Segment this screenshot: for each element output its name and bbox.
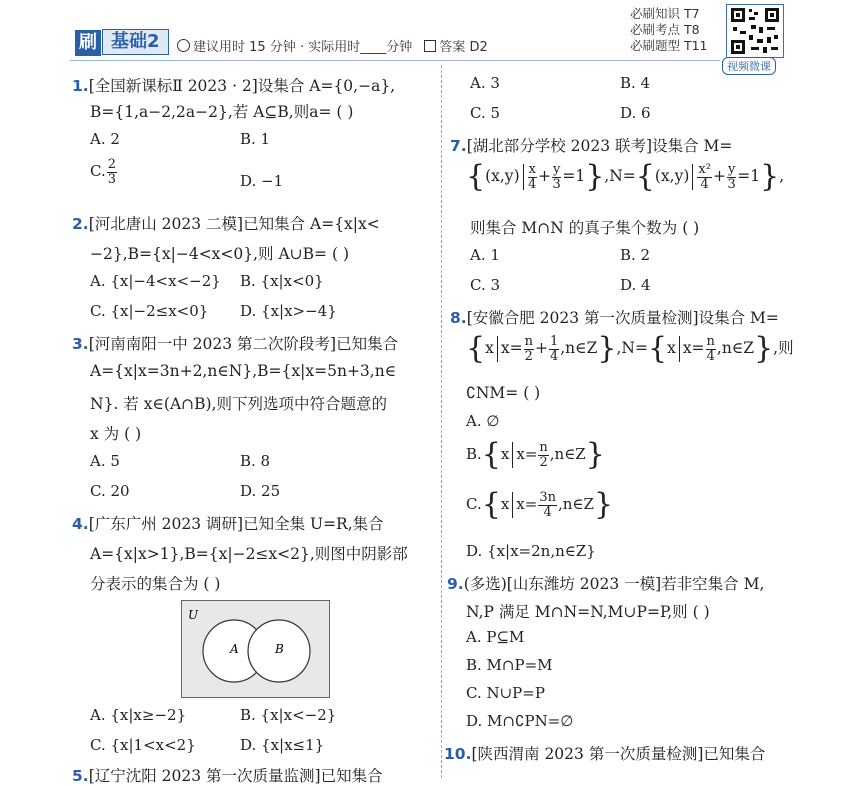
question-number: 10. xyxy=(444,745,472,763)
set-b-label: B xyxy=(275,642,284,656)
option[interactable]: A. ∅ xyxy=(466,412,500,430)
option[interactable]: B. 2 xyxy=(620,246,651,264)
question-3-line: x 为 ( ) xyxy=(90,425,142,443)
option[interactable]: B. {x|x<0} xyxy=(240,272,324,290)
question-3-line: A={x|x=3n+2,n∈N},B={x|x=5n+3,n∈ xyxy=(90,362,397,380)
option[interactable]: C. 20 xyxy=(90,482,130,500)
question-8-line: ∁NM= ( ) xyxy=(466,384,541,402)
question-number: 7. xyxy=(450,137,467,155)
option[interactable]: A. 5 xyxy=(90,452,120,470)
option[interactable]: A. 3 xyxy=(470,74,500,92)
option[interactable]: D. {x|x>−4} xyxy=(240,302,337,320)
video-label[interactable]: 视频微课 xyxy=(722,57,776,75)
question-7-line: 则集合 M∩N 的真子集个数为 ( ) xyxy=(470,219,700,237)
question-2-line: 2.[河北唐山 2023 二模]已知集合 A={x|x< xyxy=(72,215,380,233)
option[interactable]: B. 4 xyxy=(620,74,651,92)
question-2-line: −2},B={x|−4<x<0},则 A∪B= ( ) xyxy=(90,245,349,263)
question-4-line: 分表示的集合为 ( ) xyxy=(90,575,221,593)
option[interactable]: C. N∪P=P xyxy=(466,684,545,702)
option[interactable]: C. {x|−2≤x<0} xyxy=(90,302,209,320)
venn-diagram xyxy=(181,600,330,698)
question-4-line: A={x|x>1},B={x|−2≤x<2},则图中阴影部 xyxy=(90,545,408,563)
question-5-line: 5.[辽宁沈阳 2023 第一次质量监测]已知集合 xyxy=(72,767,383,785)
option[interactable]: B.{x x= $\frac{n}{2}$ ,n∈Z} xyxy=(466,437,605,472)
question-1-line: B={1,a−2,2a−2},若 A⊆B,则a= ( ) xyxy=(90,103,354,121)
option[interactable]: C.{x x= $\frac{3n}{4}$ ,n∈Z} xyxy=(466,487,614,522)
option[interactable]: B. 1 xyxy=(240,130,271,148)
option[interactable]: A. {x|−4<x<−2} xyxy=(90,272,221,290)
option[interactable]: D. 4 xyxy=(620,276,651,294)
answer-ref: 答案 D2 xyxy=(439,40,488,55)
option[interactable]: B. 8 xyxy=(240,452,271,470)
answer-icon xyxy=(424,40,436,52)
right-info-line: 必刷题型 T11 xyxy=(630,38,708,53)
qr-code-icon xyxy=(727,5,783,57)
option[interactable]: D. {x|x≤1} xyxy=(240,736,325,754)
question-9-line: N,P 满足 M∩N=N,M∪P=P,则 ( ) xyxy=(466,603,710,621)
option[interactable]: A. 2 xyxy=(90,130,120,148)
option[interactable]: A. P⊆M xyxy=(466,628,525,646)
question-number: 9. xyxy=(447,575,464,593)
option[interactable]: C. 5 xyxy=(470,104,501,122)
option[interactable]: B. M∩P=M xyxy=(466,656,553,674)
option[interactable]: D. M∩∁PN=∅ xyxy=(466,712,574,730)
option[interactable]: A. 1 xyxy=(470,246,500,264)
question-number: 5. xyxy=(72,767,89,785)
question-number: 8. xyxy=(450,309,467,327)
section-badge: 刷 xyxy=(75,30,101,56)
question-number: 4. xyxy=(72,515,89,533)
time-info: 建议用时 15 分钟 · 实际用时____分钟 答案 D2 xyxy=(177,36,488,55)
option[interactable]: D. 25 xyxy=(240,482,281,500)
question-8-sets: {x x= $\frac{n}{2}$ + $\frac{1}{4}$ ,n∈Z},N={x x= $\frac{n}{4}$ ,n∈Z},则 xyxy=(466,331,794,366)
question-3-line: N}. 若 x∈(A∩B),则下列选项中符合题意的 xyxy=(90,395,388,413)
clock-icon xyxy=(177,39,190,52)
right-info xyxy=(630,6,708,54)
question-8-line: 8.[安徽合肥 2023 第一次质量检测]设集合 M= xyxy=(450,309,779,327)
option[interactable]: D. −1 xyxy=(240,172,284,190)
qr-code[interactable] xyxy=(726,4,784,58)
question-3-line: 3.[河南南阳一中 2023 第二次阶段考]已知集合 xyxy=(72,335,399,353)
option[interactable]: A. {x|x≥−2} xyxy=(90,706,187,724)
header-rule xyxy=(70,60,720,61)
fraction: $\frac{2}{3}$ xyxy=(107,157,116,187)
right-info-line: 必刷知识 T7 xyxy=(630,6,700,21)
option[interactable]: C. $\frac{2}{3}$ xyxy=(90,157,116,187)
question-7-line: 7.[湖北部分学校 2023 联考]设集合 M= xyxy=(450,137,733,155)
question-4-line: 4.[广东广州 2023 调研]已知全集 U=R,集合 xyxy=(72,515,384,533)
question-10-line: 10.[陕西渭南 2023 第一次质量检测]已知集合 xyxy=(444,745,766,763)
question-number: 2. xyxy=(72,215,89,233)
question-9-line: 9.(多选)[山东潍坊 2023 一模]若非空集合 M, xyxy=(447,575,765,593)
universe-label: U xyxy=(188,608,199,622)
section-title: 基础2 xyxy=(102,29,169,55)
option[interactable]: D. {x|x=2n,n∈Z} xyxy=(466,542,596,560)
set-a-label: A xyxy=(230,642,239,656)
option[interactable]: B. {x|x<−2} xyxy=(240,706,337,724)
option[interactable]: D. 6 xyxy=(620,104,651,122)
option[interactable]: C. {x|1<x<2} xyxy=(90,736,196,754)
question-number: 3. xyxy=(72,335,89,353)
question-number: 1. xyxy=(72,77,89,95)
right-info-line: 必刷考点 T8 xyxy=(630,22,700,37)
question-1-line: 1.[全国新课标Ⅱ 2023 · 2]设集合 A={0,−a}, xyxy=(72,77,396,95)
column-divider xyxy=(441,65,442,778)
option[interactable]: C. 3 xyxy=(470,276,501,294)
question-7-sets: {(x,y) $\frac{x}{4}$ + $\frac{y}{3}$ =1},N={(x,y) $\frac{\text{x²}}{4}$ + $\frac{y}{3}$ =1}, xyxy=(466,159,785,194)
